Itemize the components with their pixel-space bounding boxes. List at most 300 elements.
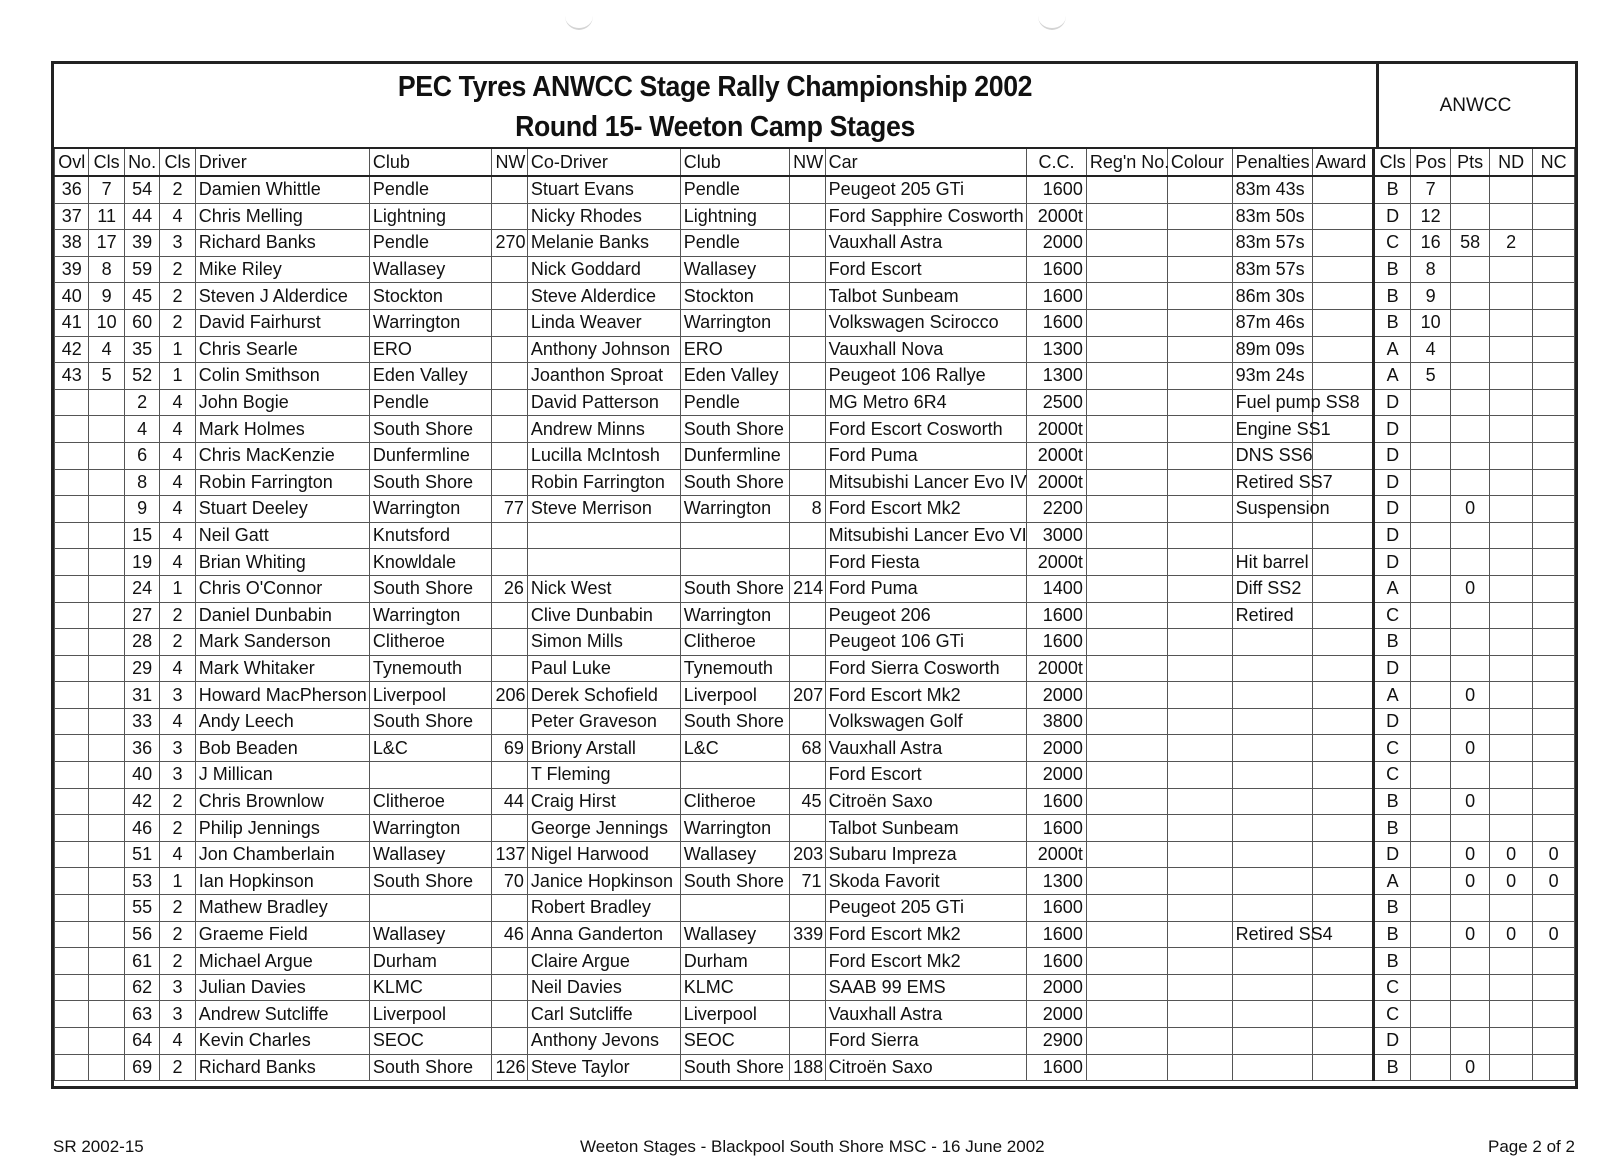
cell-class-pos bbox=[89, 735, 124, 762]
col-header-cc: C.C. bbox=[1027, 148, 1087, 176]
cell-colour bbox=[1167, 921, 1232, 948]
cell-car-number: 61 bbox=[124, 948, 159, 975]
cell-driver-club: South Shore bbox=[369, 868, 492, 895]
cell-driver-club: SEOC bbox=[369, 1028, 492, 1055]
cell-car-number: 64 bbox=[124, 1028, 159, 1055]
cell-anwcc-pos bbox=[1410, 841, 1451, 868]
cell-co-driver: David Patterson bbox=[527, 389, 680, 416]
cell-driver-club: South Shore bbox=[369, 1054, 492, 1081]
cell-class: 1 bbox=[160, 336, 195, 363]
table-row bbox=[55, 203, 1575, 230]
table-row bbox=[55, 948, 1575, 975]
cell-award bbox=[1312, 256, 1374, 283]
cell-anwcc-nd: 2 bbox=[1489, 230, 1533, 257]
cell-anwcc-nc: 0 bbox=[1533, 868, 1575, 895]
cell-anwcc-pos bbox=[1410, 602, 1451, 629]
cell-co-driver-nw bbox=[790, 708, 825, 735]
cell-class: 4 bbox=[160, 496, 195, 523]
cell-cc: 2000 bbox=[1027, 735, 1087, 762]
cell-anwcc-nd bbox=[1489, 496, 1533, 523]
cell-overall bbox=[55, 948, 89, 975]
cell-class: 4 bbox=[160, 708, 195, 735]
cell-anwcc-pos: 12 bbox=[1410, 203, 1451, 230]
cell-anwcc-nd: 0 bbox=[1489, 921, 1533, 948]
col-header-anwcc-class: Cls bbox=[1374, 148, 1410, 176]
cell-penalties: Retired SS4 bbox=[1232, 921, 1312, 948]
cell-driver-club bbox=[369, 895, 492, 922]
cell-anwcc-pts bbox=[1451, 629, 1489, 656]
cell-anwcc-nc bbox=[1533, 788, 1575, 815]
cell-anwcc-pos bbox=[1410, 1054, 1451, 1081]
cell-cc: 2000t bbox=[1027, 469, 1087, 496]
cell-anwcc-pos bbox=[1410, 921, 1451, 948]
cell-penalties bbox=[1232, 948, 1312, 975]
cell-co-driver-club: Pendle bbox=[680, 230, 789, 257]
cell-overall bbox=[55, 868, 89, 895]
cell-penalties: 93m 24s bbox=[1232, 363, 1312, 390]
cell-co-driver: Anthony Jevons bbox=[527, 1028, 680, 1055]
cell-penalties bbox=[1232, 1054, 1312, 1081]
cell-cc: 1600 bbox=[1027, 895, 1087, 922]
cell-cc: 3000 bbox=[1027, 522, 1087, 549]
cell-reg-no bbox=[1086, 442, 1167, 469]
col-header-overall: Ovl bbox=[55, 148, 89, 176]
cell-anwcc-nc bbox=[1533, 735, 1575, 762]
cell-driver-club: Stockton bbox=[369, 283, 492, 310]
cell-overall bbox=[55, 655, 89, 682]
cell-anwcc-nc bbox=[1533, 682, 1575, 709]
cell-car-number: 8 bbox=[124, 469, 159, 496]
cell-anwcc-nd bbox=[1489, 575, 1533, 602]
cell-penalties: 86m 30s bbox=[1232, 283, 1312, 310]
cell-class-pos: 7 bbox=[89, 176, 124, 203]
cell-overall bbox=[55, 469, 89, 496]
cell-class-pos bbox=[89, 948, 124, 975]
cell-anwcc-pts bbox=[1451, 655, 1489, 682]
table-row bbox=[55, 815, 1575, 842]
cell-anwcc-class: D bbox=[1374, 469, 1410, 496]
cell-car: Peugeot 106 Rallye bbox=[825, 363, 1027, 390]
table-row bbox=[55, 1028, 1575, 1055]
cell-driver-club: Tynemouth bbox=[369, 655, 492, 682]
cell-cc: 1600 bbox=[1027, 1054, 1087, 1081]
cell-cc: 3800 bbox=[1027, 708, 1087, 735]
cell-co-driver: Carl Sutcliffe bbox=[527, 1001, 680, 1028]
cell-driver: Richard Banks bbox=[195, 1054, 369, 1081]
cell-overall bbox=[55, 442, 89, 469]
cell-class: 4 bbox=[160, 442, 195, 469]
cell-driver-club: Clitheroe bbox=[369, 788, 492, 815]
cell-driver: Mark Holmes bbox=[195, 416, 369, 443]
table-row bbox=[55, 708, 1575, 735]
cell-anwcc-class: B bbox=[1374, 176, 1410, 203]
cell-co-driver-club: Stockton bbox=[680, 283, 789, 310]
table-row bbox=[55, 895, 1575, 922]
footer-event: Weeton Stages - Blackpool South Shore MSC - 16 June 2002 bbox=[580, 1137, 1045, 1156]
cell-overall bbox=[55, 549, 89, 576]
cell-reg-no bbox=[1086, 1001, 1167, 1028]
cell-anwcc-pos bbox=[1410, 682, 1451, 709]
cell-cc: 1600 bbox=[1027, 629, 1087, 656]
cell-car-number: 44 bbox=[124, 203, 159, 230]
table-row bbox=[55, 469, 1575, 496]
cell-cc: 1400 bbox=[1027, 575, 1087, 602]
cell-anwcc-nd bbox=[1489, 815, 1533, 842]
cell-driver-club bbox=[369, 762, 492, 789]
cell-driver: Michael Argue bbox=[195, 948, 369, 975]
cell-anwcc-nd bbox=[1489, 442, 1533, 469]
cell-co-driver-nw bbox=[790, 1001, 825, 1028]
cell-anwcc-nd bbox=[1489, 629, 1533, 656]
cell-cc: 1600 bbox=[1027, 921, 1087, 948]
cell-award bbox=[1312, 948, 1374, 975]
cell-anwcc-nc bbox=[1533, 256, 1575, 283]
cell-driver: Chris Searle bbox=[195, 336, 369, 363]
col-header-co-driver-nw: NW bbox=[790, 148, 825, 176]
cell-anwcc-nc bbox=[1533, 708, 1575, 735]
cell-colour bbox=[1167, 735, 1232, 762]
cell-driver-club: South Shore bbox=[369, 416, 492, 443]
cell-co-driver: Steve Alderdice bbox=[527, 283, 680, 310]
cell-co-driver-nw: 339 bbox=[790, 921, 825, 948]
cell-award bbox=[1312, 575, 1374, 602]
cell-cc: 2000t bbox=[1027, 549, 1087, 576]
anwcc-header: ANWCC bbox=[1439, 94, 1512, 116]
cell-anwcc-pts: 0 bbox=[1451, 868, 1489, 895]
cell-class: 2 bbox=[160, 921, 195, 948]
cell-driver-nw bbox=[492, 256, 527, 283]
cell-anwcc-class: A bbox=[1374, 336, 1410, 363]
cell-class-pos bbox=[89, 921, 124, 948]
cell-reg-no bbox=[1086, 309, 1167, 336]
cell-penalties bbox=[1232, 655, 1312, 682]
cell-driver-club: Durham bbox=[369, 948, 492, 975]
cell-overall bbox=[55, 1054, 89, 1081]
cell-overall: 40 bbox=[55, 283, 89, 310]
cell-penalties bbox=[1232, 629, 1312, 656]
cell-car: Vauxhall Astra bbox=[825, 230, 1027, 257]
cell-anwcc-pos bbox=[1410, 762, 1451, 789]
cell-car: SAAB 99 EMS bbox=[825, 974, 1027, 1001]
results-body bbox=[55, 176, 1575, 1081]
cell-colour bbox=[1167, 815, 1232, 842]
cell-anwcc-pts bbox=[1451, 416, 1489, 443]
cell-driver-nw bbox=[492, 895, 527, 922]
cell-car-number: 53 bbox=[124, 868, 159, 895]
cell-class-pos bbox=[89, 708, 124, 735]
cell-colour bbox=[1167, 948, 1232, 975]
cell-anwcc-nc bbox=[1533, 655, 1575, 682]
cell-co-driver-club: Warrington bbox=[680, 602, 789, 629]
cell-co-driver: Joanthon Sproat bbox=[527, 363, 680, 390]
cell-anwcc-pos: 10 bbox=[1410, 309, 1451, 336]
cell-co-driver-nw bbox=[790, 895, 825, 922]
cell-co-driver: Steve Taylor bbox=[527, 1054, 680, 1081]
cell-car: Mitsubishi Lancer Evo VI bbox=[825, 522, 1027, 549]
cell-co-driver-club: South Shore bbox=[680, 575, 789, 602]
cell-car-number: 36 bbox=[124, 735, 159, 762]
cell-anwcc-nd bbox=[1489, 708, 1533, 735]
cell-driver: Steven J Alderdice bbox=[195, 283, 369, 310]
cell-anwcc-nc bbox=[1533, 176, 1575, 203]
cell-penalties bbox=[1232, 974, 1312, 1001]
cell-driver-nw bbox=[492, 708, 527, 735]
cell-anwcc-nd bbox=[1489, 363, 1533, 390]
cell-class-pos: 5 bbox=[89, 363, 124, 390]
cell-reg-no bbox=[1086, 974, 1167, 1001]
cell-car: Ford Sapphire Cosworth bbox=[825, 203, 1027, 230]
cell-anwcc-class: B bbox=[1374, 309, 1410, 336]
cell-anwcc-pos bbox=[1410, 629, 1451, 656]
cell-anwcc-class: B bbox=[1374, 256, 1410, 283]
cell-anwcc-nd bbox=[1489, 762, 1533, 789]
cell-driver-club: South Shore bbox=[369, 469, 492, 496]
cell-driver-nw bbox=[492, 655, 527, 682]
cell-anwcc-nc bbox=[1533, 1028, 1575, 1055]
cell-reg-no bbox=[1086, 895, 1167, 922]
cell-colour bbox=[1167, 363, 1232, 390]
cell-overall bbox=[55, 762, 89, 789]
cell-car-number: 4 bbox=[124, 416, 159, 443]
cell-anwcc-pts bbox=[1451, 974, 1489, 1001]
cell-anwcc-pts bbox=[1451, 442, 1489, 469]
cell-overall bbox=[55, 921, 89, 948]
cell-class: 1 bbox=[160, 363, 195, 390]
cell-anwcc-pos bbox=[1410, 735, 1451, 762]
cell-anwcc-nd bbox=[1489, 735, 1533, 762]
cell-penalties: 83m 50s bbox=[1232, 203, 1312, 230]
cell-cc: 2000t bbox=[1027, 442, 1087, 469]
cell-driver-nw bbox=[492, 1001, 527, 1028]
cell-co-driver: George Jennings bbox=[527, 815, 680, 842]
cell-driver-club: Pendle bbox=[369, 176, 492, 203]
cell-overall: 37 bbox=[55, 203, 89, 230]
cell-award bbox=[1312, 1028, 1374, 1055]
cell-cc: 1600 bbox=[1027, 815, 1087, 842]
cell-driver-nw: 46 bbox=[492, 921, 527, 948]
cell-anwcc-nd bbox=[1489, 203, 1533, 230]
cell-driver: Colin Smithson bbox=[195, 363, 369, 390]
cell-class-pos bbox=[89, 549, 124, 576]
cell-anwcc-nc bbox=[1533, 496, 1575, 523]
table-row bbox=[55, 735, 1575, 762]
cell-car-number: 40 bbox=[124, 762, 159, 789]
cell-reg-no bbox=[1086, 363, 1167, 390]
cell-anwcc-nd bbox=[1489, 309, 1533, 336]
cell-anwcc-pts bbox=[1451, 389, 1489, 416]
cell-class-pos bbox=[89, 868, 124, 895]
cell-co-driver-nw bbox=[790, 602, 825, 629]
cell-reg-no bbox=[1086, 682, 1167, 709]
cell-anwcc-nd bbox=[1489, 549, 1533, 576]
cell-anwcc-nc: 0 bbox=[1533, 841, 1575, 868]
cell-driver: Jon Chamberlain bbox=[195, 841, 369, 868]
cell-driver-club: L&C bbox=[369, 735, 492, 762]
cell-driver: J Millican bbox=[195, 762, 369, 789]
cell-car-number: 69 bbox=[124, 1054, 159, 1081]
cell-car-number: 39 bbox=[124, 230, 159, 257]
cell-cc: 2000t bbox=[1027, 655, 1087, 682]
cell-driver: Richard Banks bbox=[195, 230, 369, 257]
cell-cc: 1600 bbox=[1027, 602, 1087, 629]
cell-colour bbox=[1167, 469, 1232, 496]
cell-car-number: 9 bbox=[124, 496, 159, 523]
cell-driver: Andy Leech bbox=[195, 708, 369, 735]
cell-car-number: 27 bbox=[124, 602, 159, 629]
cell-driver-club: Warrington bbox=[369, 496, 492, 523]
cell-anwcc-pts: 0 bbox=[1451, 841, 1489, 868]
table-row bbox=[55, 575, 1575, 602]
cell-driver: Chris O'Connor bbox=[195, 575, 369, 602]
cell-anwcc-pos bbox=[1410, 868, 1451, 895]
table-row bbox=[55, 389, 1575, 416]
cell-co-driver-club: South Shore bbox=[680, 868, 789, 895]
cell-class-pos: 4 bbox=[89, 336, 124, 363]
cell-co-driver-club: Warrington bbox=[680, 309, 789, 336]
cell-co-driver-club: South Shore bbox=[680, 469, 789, 496]
cell-driver-nw: 69 bbox=[492, 735, 527, 762]
cell-driver-nw: 126 bbox=[492, 1054, 527, 1081]
cell-car: Talbot Sunbeam bbox=[825, 815, 1027, 842]
cell-co-driver-club: L&C bbox=[680, 735, 789, 762]
cell-penalties: 87m 46s bbox=[1232, 309, 1312, 336]
cell-award bbox=[1312, 762, 1374, 789]
footer-page: Page 2 of 2 bbox=[1488, 1137, 1575, 1156]
cell-co-driver: Anthony Johnson bbox=[527, 336, 680, 363]
cell-class: 4 bbox=[160, 203, 195, 230]
col-header-anwcc-pts: Pts bbox=[1451, 148, 1489, 176]
cell-driver: Philip Jennings bbox=[195, 815, 369, 842]
cell-co-driver: Claire Argue bbox=[527, 948, 680, 975]
cell-co-driver-nw: 8 bbox=[790, 496, 825, 523]
cell-cc: 2200 bbox=[1027, 496, 1087, 523]
cell-class-pos bbox=[89, 841, 124, 868]
cell-driver-nw: 137 bbox=[492, 841, 527, 868]
cell-anwcc-pos: 4 bbox=[1410, 336, 1451, 363]
cell-driver: Mark Sanderson bbox=[195, 629, 369, 656]
cell-co-driver-club: Eden Valley bbox=[680, 363, 789, 390]
cell-driver: Chris Melling bbox=[195, 203, 369, 230]
table-row bbox=[55, 336, 1575, 363]
cell-co-driver-club: Wallasey bbox=[680, 921, 789, 948]
cell-co-driver-club: South Shore bbox=[680, 1054, 789, 1081]
cell-penalties: Retired bbox=[1232, 602, 1312, 629]
cell-anwcc-pos bbox=[1410, 549, 1451, 576]
cell-award bbox=[1312, 336, 1374, 363]
footer-ref: SR 2002-15 bbox=[53, 1137, 144, 1156]
cell-class-pos bbox=[89, 469, 124, 496]
col-header-colour: Colour bbox=[1167, 148, 1232, 176]
cell-award bbox=[1312, 442, 1374, 469]
cell-reg-no bbox=[1086, 336, 1167, 363]
cell-class-pos: 10 bbox=[89, 309, 124, 336]
cell-co-driver-nw bbox=[790, 389, 825, 416]
col-header-car-number: No. bbox=[124, 148, 159, 176]
cell-cc: 2000t bbox=[1027, 203, 1087, 230]
cell-co-driver-nw bbox=[790, 655, 825, 682]
cell-anwcc-pos bbox=[1410, 1001, 1451, 1028]
cell-penalties bbox=[1232, 735, 1312, 762]
cell-anwcc-pos bbox=[1410, 895, 1451, 922]
cell-driver-club: South Shore bbox=[369, 708, 492, 735]
cell-overall bbox=[55, 629, 89, 656]
cell-overall bbox=[55, 735, 89, 762]
table-row bbox=[55, 256, 1575, 283]
cell-driver-club: Eden Valley bbox=[369, 363, 492, 390]
cell-reg-no bbox=[1086, 1028, 1167, 1055]
cell-colour bbox=[1167, 283, 1232, 310]
cell-co-driver-nw bbox=[790, 309, 825, 336]
cell-co-driver: Paul Luke bbox=[527, 655, 680, 682]
cell-anwcc-nc bbox=[1533, 895, 1575, 922]
cell-cc: 1600 bbox=[1027, 256, 1087, 283]
cell-overall: 42 bbox=[55, 336, 89, 363]
cell-driver-nw bbox=[492, 948, 527, 975]
cell-anwcc-pts: 58 bbox=[1451, 230, 1489, 257]
cell-co-driver bbox=[527, 549, 680, 576]
cell-anwcc-pts bbox=[1451, 549, 1489, 576]
cell-penalties: Fuel pump SS8 bbox=[1232, 389, 1312, 416]
cell-cc: 2500 bbox=[1027, 389, 1087, 416]
table-row bbox=[55, 416, 1575, 443]
punch-hole bbox=[565, 8, 593, 30]
cell-anwcc-nc bbox=[1533, 336, 1575, 363]
cell-reg-no bbox=[1086, 762, 1167, 789]
cell-driver-nw: 26 bbox=[492, 575, 527, 602]
cell-co-driver-nw bbox=[790, 522, 825, 549]
cell-class: 2 bbox=[160, 948, 195, 975]
cell-anwcc-pos bbox=[1410, 496, 1451, 523]
cell-anwcc-pos bbox=[1410, 389, 1451, 416]
cell-penalties bbox=[1232, 788, 1312, 815]
cell-penalties: 83m 57s bbox=[1232, 230, 1312, 257]
cell-driver: Neil Gatt bbox=[195, 522, 369, 549]
cell-anwcc-nd bbox=[1489, 948, 1533, 975]
cell-anwcc-class: C bbox=[1374, 974, 1410, 1001]
cell-driver: Andrew Sutcliffe bbox=[195, 1001, 369, 1028]
cell-anwcc-pos: 9 bbox=[1410, 283, 1451, 310]
cell-anwcc-class: D bbox=[1374, 655, 1410, 682]
cell-penalties bbox=[1232, 682, 1312, 709]
cell-co-driver-club bbox=[680, 549, 789, 576]
cell-car: Peugeot 205 GTi bbox=[825, 895, 1027, 922]
cell-anwcc-class: C bbox=[1374, 735, 1410, 762]
cell-co-driver: Steve Merrison bbox=[527, 496, 680, 523]
cell-co-driver-club: Dunfermline bbox=[680, 442, 789, 469]
cell-overall bbox=[55, 815, 89, 842]
cell-anwcc-class: D bbox=[1374, 389, 1410, 416]
table-row bbox=[55, 788, 1575, 815]
cell-anwcc-pts bbox=[1451, 336, 1489, 363]
cell-class: 3 bbox=[160, 682, 195, 709]
cell-co-driver: Neil Davies bbox=[527, 974, 680, 1001]
cell-driver: Howard MacPherson bbox=[195, 682, 369, 709]
cell-cc: 1600 bbox=[1027, 788, 1087, 815]
cell-colour bbox=[1167, 522, 1232, 549]
cell-anwcc-pts bbox=[1451, 895, 1489, 922]
cell-anwcc-class: C bbox=[1374, 1001, 1410, 1028]
cell-driver-club: ERO bbox=[369, 336, 492, 363]
col-header-car: Car bbox=[825, 148, 1027, 176]
cell-award bbox=[1312, 895, 1374, 922]
cell-anwcc-pos bbox=[1410, 788, 1451, 815]
cell-class: 4 bbox=[160, 655, 195, 682]
cell-penalties: Hit barrel bbox=[1232, 549, 1312, 576]
cell-anwcc-pts: 0 bbox=[1451, 921, 1489, 948]
cell-class-pos: 9 bbox=[89, 283, 124, 310]
cell-cc: 2000t bbox=[1027, 416, 1087, 443]
cell-anwcc-nc bbox=[1533, 309, 1575, 336]
